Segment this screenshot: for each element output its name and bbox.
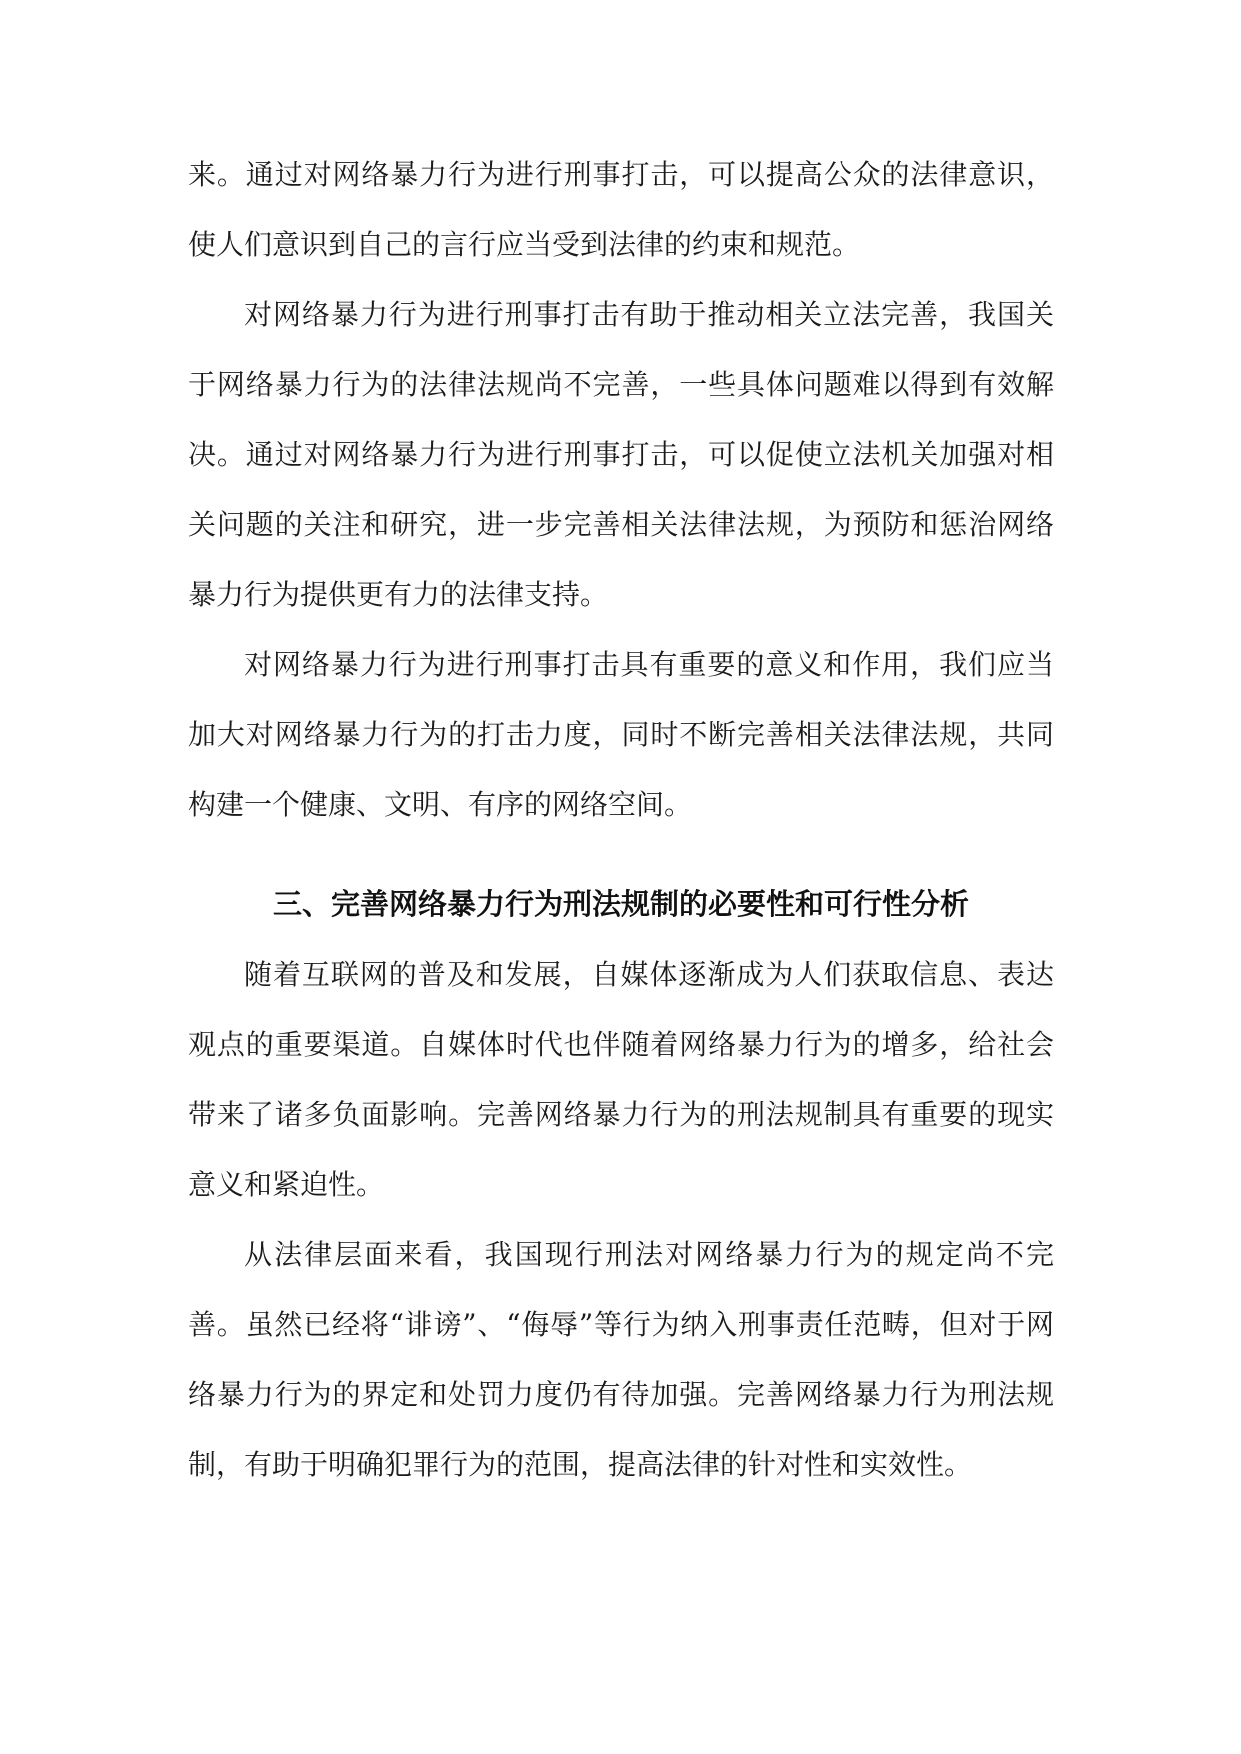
paragraph-conclusion: 对网络暴力行为进行刑事打击具有重要的意义和作用，我们应当加大对网络暴力行为的打击力度，同时不断完善相关法律法规，共同构建一个健康、文明、有序的网络空间。 bbox=[188, 648, 1054, 821]
paragraph-legislation: 对网络暴力行为进行刑事打击有助于推动相关立法完善，我国关于网络暴力行为的法律法规尚不完善，一些具体问题难以得到有效解决。通过对网络暴力行为进行刑事打击，可以促使立法机关加强对相关问题的关注和研究，进一步完善相关法律法规，为预防和惩治网络暴力行为提供更有力的法律支持。 bbox=[188, 298, 1054, 611]
section-heading: 三、完善网络暴力行为刑法规制的必要性和可行性分析 bbox=[272, 887, 969, 921]
paragraph-self-media: 随着互联网的普及和发展，自媒体逐渐成为人们获取信息、表达观点的重要渠道。自媒体时代也伴随着网络暴力行为的增多，给社会带来了诸多负面影响。完善网络暴力行为的刑法规制具有重要的现实意义和紧迫性。 bbox=[188, 958, 1054, 1201]
document-body bbox=[188, 140, 1054, 1500]
paragraph-legal-level: 从法律层面来看，我国现行刑法对网络暴力行为的规定尚不完善。虽然已经将“诽谤”、“侮辱”等行为纳入刑事责任范畴，但对于网络暴力行为的界定和处罚力度仍有待加强。完善网络暴力行为刑法规制，有助于明确犯罪行为的范围，提高法律的针对性和实效性。 bbox=[188, 1238, 1054, 1481]
paragraph-continuation: 来。通过对网络暴力行为进行刑事打击，可以提高公众的法律意识，使人们意识到自己的言行应当受到法律的约束和规范。 bbox=[188, 158, 1054, 261]
